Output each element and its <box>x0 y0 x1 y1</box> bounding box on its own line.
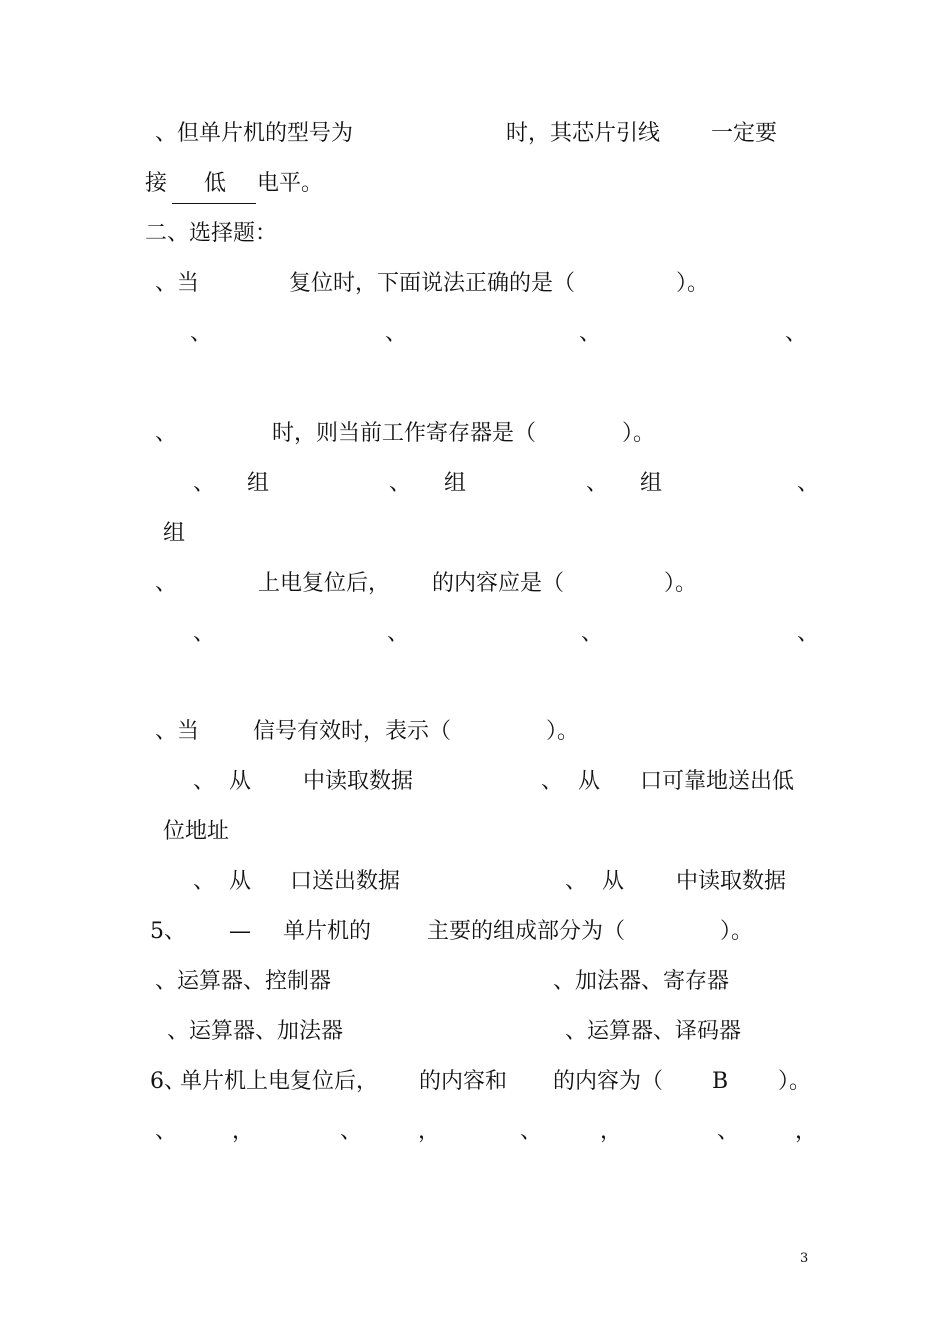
q5-option-d: 、运算器、译码器 <box>565 1019 742 1044</box>
q1-stem-a: 、当 <box>155 271 200 296</box>
q4-stem-b: 信号有效时，表示（ <box>253 719 452 744</box>
q5-stem-d: ）。 <box>720 919 754 944</box>
q2-option-b-text: 组 <box>444 471 467 496</box>
q6-option-d-sep: ， <box>795 1119 818 1144</box>
q4-stem-a: 、当 <box>155 719 200 744</box>
q5-option-a: 、运算器、控制器 <box>155 969 332 994</box>
q2-stem-a: 、 <box>155 421 178 446</box>
q5-number: 5、 <box>150 919 186 944</box>
q1-option-c: 、 <box>579 321 602 346</box>
fill-question-line1-lead: 、但单片机的型号为 <box>155 121 354 146</box>
q4-option-b-text: 口可靠地送出低 <box>640 769 795 794</box>
page-number: 3 <box>800 1251 809 1266</box>
fill-question-line1-mid: 时，其芯片引线 <box>506 121 661 146</box>
q4-option-c-from: 从 <box>229 869 252 894</box>
q6-option-a-sep: ， <box>232 1119 255 1144</box>
q6-answer: B <box>712 1069 729 1094</box>
q6-stem-a: 单片机上电复位后， <box>180 1069 379 1094</box>
q6-stem-b: 的内容和 <box>419 1069 508 1094</box>
q4-option-b-from: 从 <box>578 769 601 794</box>
q4-option-a-from: 从 <box>229 769 252 794</box>
q6-option-b-sep: ， <box>418 1119 441 1144</box>
q4-option-c-text: 口送出数据 <box>290 869 401 894</box>
q4-option-d-mark: 、 <box>565 869 588 894</box>
q2-stem-c: ）。 <box>622 421 656 446</box>
q6-option-d-mark: 、 <box>717 1119 740 1144</box>
q3-stem-c: 的内容应是（ <box>432 571 565 596</box>
q4-option-d-text: 中读取数据 <box>676 869 787 894</box>
q3-option-a: 、 <box>193 621 216 646</box>
q4-option-b-wrap: 位地址 <box>163 819 230 844</box>
q1-option-a: 、 <box>190 321 213 346</box>
q2-option-d-wrap: 组 <box>163 521 186 546</box>
q4-option-d-from: 从 <box>602 869 625 894</box>
q5-stem-c: 主要的组成部分为（ <box>427 919 626 944</box>
q3-stem-a: 、 <box>155 571 178 596</box>
q2-option-b-mark: 、 <box>389 471 412 496</box>
q2-option-c-text: 组 <box>640 471 663 496</box>
q6-stem-d: ）。 <box>778 1069 812 1094</box>
q1-option-b: 、 <box>385 321 408 346</box>
q5-dash: — <box>229 919 251 944</box>
q5-option-b: 、加法器、寄存器 <box>553 969 730 994</box>
q5-stem-b: 单片机的 <box>283 919 372 944</box>
q2-option-a-text: 组 <box>247 471 270 496</box>
q2-stem-b: 时，则当前工作寄存器是（ <box>272 421 537 446</box>
q1-stem-c: ）。 <box>676 271 710 296</box>
fill-question-line2-prefix: 接 <box>145 171 168 196</box>
q2-option-d-mark: 、 <box>797 471 820 496</box>
q6-stem-c: 的内容为（ <box>553 1069 664 1094</box>
q4-option-b-mark: 、 <box>541 769 564 794</box>
q2-option-c-mark: 、 <box>586 471 609 496</box>
q3-stem-b: 上电复位后， <box>258 571 391 596</box>
q4-option-a-text: 中读取数据 <box>303 769 414 794</box>
fill-question-line1-end: 一定要 <box>711 121 778 146</box>
fill-question-line2-suffix: 电平。 <box>257 171 324 196</box>
section-title: 二、选择题： <box>145 221 278 246</box>
q6-option-a-mark: 、 <box>155 1119 178 1144</box>
q1-option-d: 、 <box>785 321 808 346</box>
q3-stem-d: ）。 <box>664 571 698 596</box>
q1-stem-b: 复位时，下面说法正确的是（ <box>289 271 576 296</box>
q6-number: 6、 <box>150 1069 186 1094</box>
q2-option-a-mark: 、 <box>193 471 216 496</box>
q3-option-c: 、 <box>581 621 604 646</box>
q6-option-c-sep: ， <box>600 1119 623 1144</box>
q4-option-a-mark: 、 <box>193 769 216 794</box>
fill-answer-text: 低 <box>204 171 227 196</box>
q6-option-b-mark: 、 <box>340 1119 363 1144</box>
q6-option-c-mark: 、 <box>520 1119 543 1144</box>
q4-stem-c: ）。 <box>546 719 580 744</box>
q3-option-d: 、 <box>797 621 820 646</box>
q5-option-c: 、运算器、加法器 <box>167 1019 344 1044</box>
q4-option-c-mark: 、 <box>193 869 216 894</box>
q3-option-b: 、 <box>387 621 410 646</box>
